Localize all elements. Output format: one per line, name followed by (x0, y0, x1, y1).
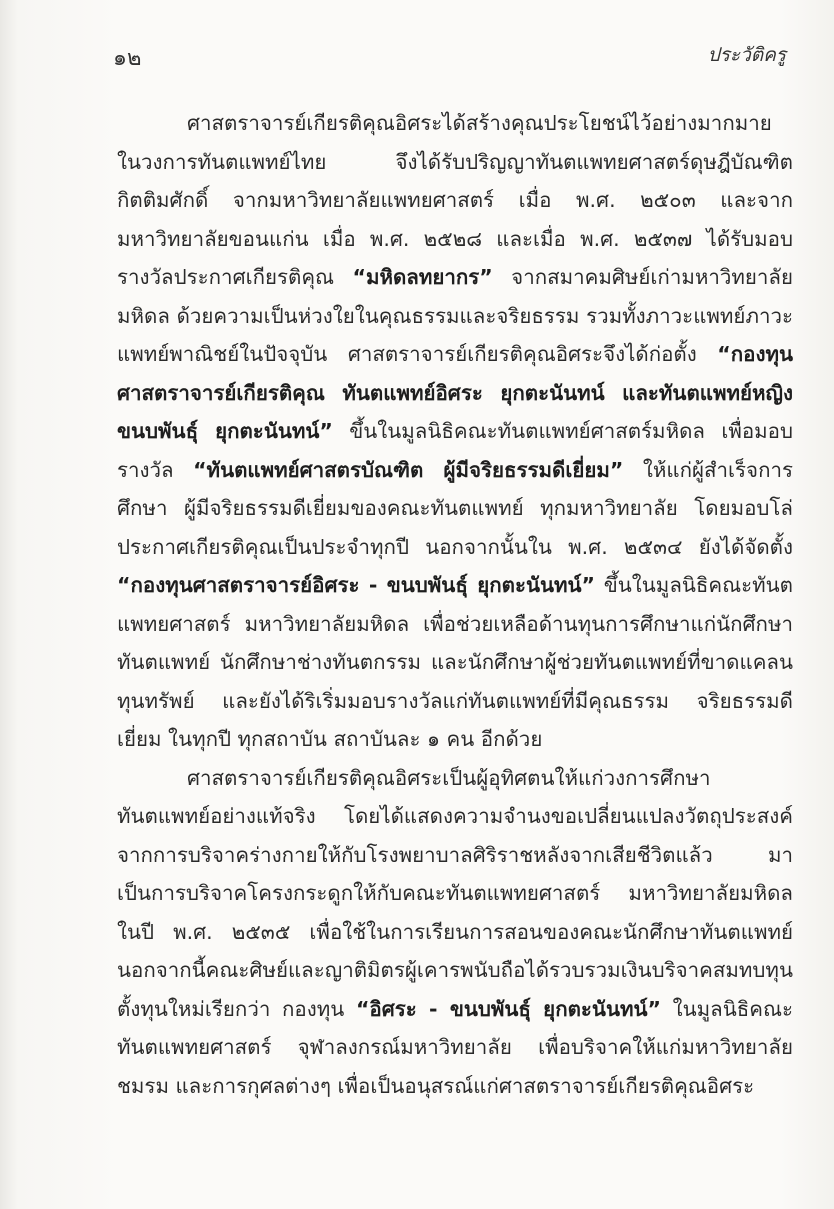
text-segment: ศาสตราจารย์เกียรติคุณอิศระได้สร้างคุณประโยชน์ไว้อย่างมากมายในวงการทันตแพทย์ไทย จึงได้รับปริญญาทันตแพทยศาสตร์ดุษฎีบัณฑิตกิตติมศักดิ์ จากมหาวิทยาลัยแพทยศาสตร์ เมื่อ พ.ศ. ๒๕๐๓ และจากมหาวิทยาลัยขอนแก่น เมื่อ พ.ศ. ๒๕๒๘ และเมื่อ พ.ศ. ๒๕๓๗ ได้รับมอบรางวัลประกาศเกียรติคุณ (117, 111, 793, 289)
bold-phrase: “มหิดลทยากร” (352, 265, 493, 289)
paragraph-1 (117, 104, 793, 759)
body-text (117, 104, 793, 1105)
text-segment: ขึ้นในมูลนิธิคณะทันตแพทยศาสตร์ มหาวิทยาลัยมหิดล เพื่อช่วยเหลือด้านทุนการศึกษาแก่นักศึกษาทันตแพทย์ นักศึกษาช่างทันตกรรม และนักศึกษาผู้ช่วยทันตแพทย์ที่ขาดแคลนทุนทรัพย์ และยังได้ริเริ่มมอบรางวัลแก่ทันตแพทย์ที่มีคุณธรรม จริยธรรมดีเยี่ยม ในทุกปี ทุกสถาบัน สถาบันละ ๑ คน อีกด้วย (117, 573, 793, 751)
text-segment: จากสมาคมศิษย์เก่ามหาวิทยาลัยมหิดล ด้วยความเป็นห่วงใยในคุณธรรมและจริยธรรม รวมทั้งภาวะแพทย์ภาวะแพทย์พาณิชย์ในปัจจุบัน ศาสตราจารย์เกียรติคุณอิศระจึงได้ก่อตั้ง (117, 265, 794, 366)
bold-phrase: “ทันตแพทย์ศาสตรบัณฑิต ผู้มีจริยธรรมดีเยี่ยม” (193, 457, 624, 482)
text-segment: ให้แก่ผู้สำเร็จการศึกษา ผู้มีจริยธรรมดีเยี่ยมของคณะทันตแพทย์ ทุกมหาวิทยาลัย โดยมอบโล่ประกาศเกียรติคุณเป็นประจำทุกปี นอกจากนั้นใน พ.ศ. ๒๕๓๔ ยังได้จัดตั้ง (117, 457, 794, 559)
bold-phrase: “อิศระ - ขนบพันธุ์ ยุกตะนันทน์” (355, 996, 661, 1021)
page-number: ๑๒ (113, 46, 142, 71)
text-segment: ในมูลนิธิคณะทันตแพทยศาสตร์ จุฬาลงกรณ์มหาวิทยาลัย เพื่อบริจาคให้แก่มหาวิทยาลัย ชมรม และการกุศลต่างๆ เพื่อเป็นอนุสรณ์แก่ศาสตราจารย์เกียรติคุณอิศระ (117, 996, 793, 1098)
paragraph-2 (117, 759, 793, 1106)
page-header (0, 36, 834, 76)
bold-phrase: “กองทุนศาสตราจารย์เกียรติคุณ ทันตแพทย์อิศระ ยุกตะนันทน์ และทันตแพทย์หญิงขนบพันธุ์ ยุกตะนันทน์” (117, 342, 793, 443)
text-segment: ศาสตราจารย์เกียรติคุณอิศระเป็นผู้อุทิศตนให้แก่วงการศึกษาทันตแพทย์อย่างแท้จริง โดยได้แสดงความจำนงขอเปลี่ยนแปลงวัตถุประสงค์จากการบริจาคร่างกายให้กับโรงพยาบาลศิริราชหลังจากเสียชีวิตแล้ว มาเป็นการบริจาคโครงกระดูกให้กับคณะทันตแพทยศาสตร์ มหาวิทยาลัยมหิดล ในปี พ.ศ. ๒๕๓๕ เพื่อใช้ในการเรียนการสอนของคณะนักศึกษาทันตแพทย์ นอกจากนี้คณะศิษย์และญาติมิตรผู้เคารพนับถือได้รวบรวมเงินบริจาคสมทบทุนตั้งทุนใหม่เรียกว่า กองทุน (117, 765, 793, 1021)
running-title: ประวัติครู (707, 44, 786, 66)
text-segment: ขึ้นในมูลนิธิคณะทันตแพทย์ศาสตร์มหิดล เพื่อมอบรางวัล (117, 419, 793, 482)
bold-phrase: “กองทุนศาสตราจารย์อิศระ - ขนบพันธุ์ ยุกตะนันทน์” (117, 573, 595, 597)
